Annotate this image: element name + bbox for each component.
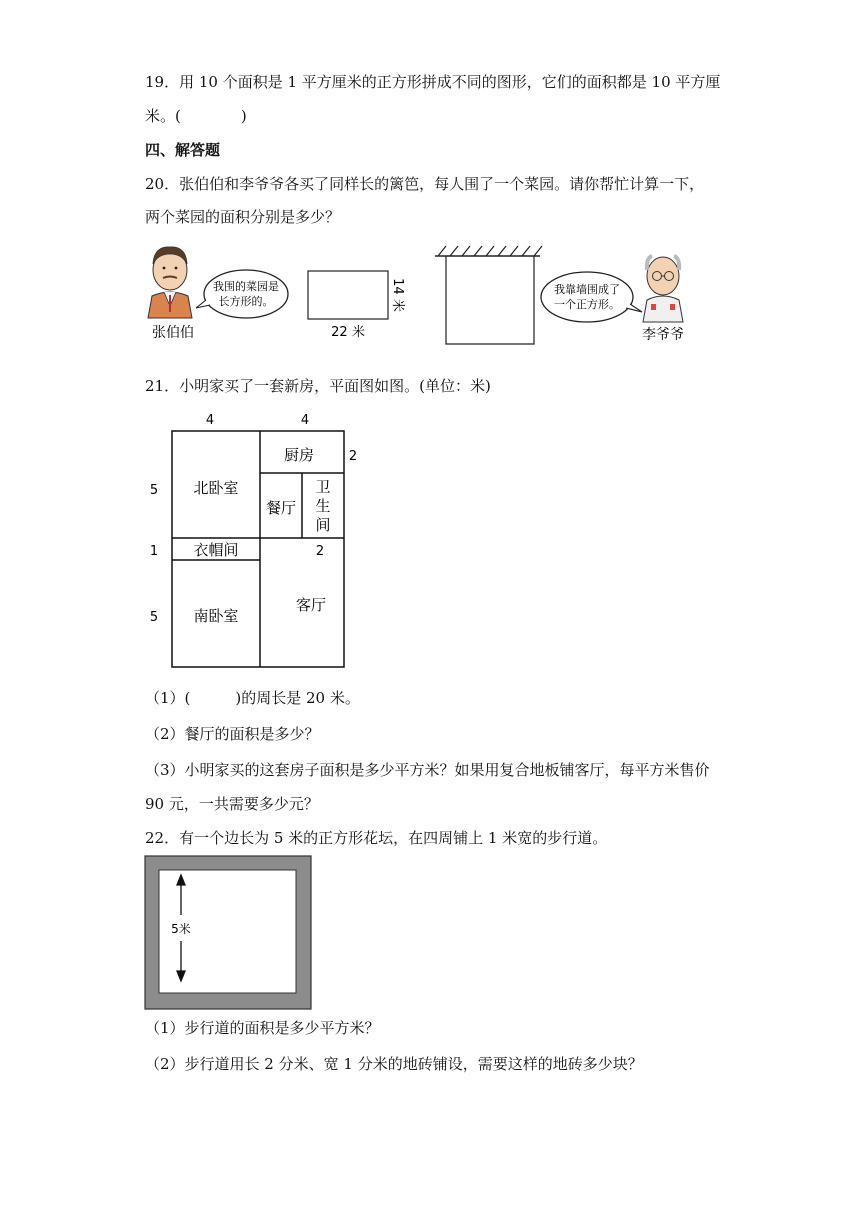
q20-line-2: 两个菜园的面积分别是多少？ <box>145 208 341 226</box>
dim-top-right: 4 <box>300 413 310 428</box>
q22-sub-2: （2）步行道用长 2 分米、宽 1 分米的地砖铺设，需要这样的地砖多少块？ <box>145 1055 643 1073</box>
q20-figure <box>140 240 710 352</box>
dim-left-south: 5 <box>149 610 159 625</box>
q22-sub-1: （1）步行道的面积是多少平方米？ <box>145 1019 380 1037</box>
dim-inner: 2 <box>315 544 325 559</box>
square-garden <box>446 256 534 344</box>
room-bathroom-char-1: 卫 <box>315 478 331 496</box>
q22-intro: 22．有一个边长为 5 米的正方形花坛，在四周铺上 1 米宽的步行道。 <box>145 829 608 847</box>
rectangle-width-label: 22 米 <box>331 325 365 340</box>
dim-top-left: 4 <box>205 413 215 428</box>
speech-right-line-2: 一个正方形。 <box>554 298 620 311</box>
rectangle-height-label: 14 米 <box>390 278 405 312</box>
section-heading: 四、解答题 <box>145 141 221 159</box>
room-bathroom-char-2: 生 <box>315 497 331 515</box>
q21-sub-3-line-1: （3）小明家买的这套房子面积是多少平方米？如果用复合地板铺客厅，每平方米售价 <box>145 761 710 779</box>
speech-left-line-1: 我围的菜园是 <box>213 280 279 293</box>
grandpa-li-illustration <box>643 256 683 322</box>
q19-line-1: 19．用 10 个面积是 1 平方厘米的正方形拼成不同的图形，它们的面积都是 10 平方厘 <box>145 73 721 91</box>
q21-sub-2: （2）餐厅的面积是多少？ <box>145 725 320 743</box>
uncle-zhang-illustration <box>148 247 192 318</box>
speech-bubble-right <box>541 272 633 322</box>
speech-left-line-2: 长方形的。 <box>218 295 274 308</box>
grandpa-li-name: 李爷爷 <box>642 327 684 343</box>
floor-plan <box>140 405 380 675</box>
q21-sub-3-line-2: 90 元，一共需要多少元？ <box>145 795 319 813</box>
q21-sub-1: （1）( )的周长是 20 米。 <box>145 689 360 707</box>
speech-right-line-1: 我靠墙围成了 <box>554 283 620 296</box>
flower-bed-figure <box>144 855 312 1011</box>
room-south-bedroom: 南卧室 <box>193 607 239 625</box>
room-living: 客厅 <box>295 596 327 614</box>
rectangle-garden <box>308 271 388 319</box>
room-dining: 餐厅 <box>265 499 297 517</box>
side-length-label: 5米 <box>171 922 191 936</box>
room-cloakroom: 衣帽间 <box>193 541 239 559</box>
wall <box>435 246 542 256</box>
room-kitchen: 厨房 <box>283 446 315 464</box>
q21-intro: 21．小明家买了一套新房，平面图如图。(单位：米) <box>145 377 491 395</box>
dim-left-cloak: 1 <box>149 544 159 559</box>
dim-right-kitchen: 2 <box>348 449 358 464</box>
dim-left-north: 5 <box>149 483 159 498</box>
room-north-bedroom: 北卧室 <box>193 479 239 497</box>
q20-line-1: 20．张伯伯和李爷爷各买了同样长的篱笆，每人围了一个菜园。请你帮忙计算一下， <box>145 175 705 193</box>
speech-bubble-left <box>204 270 288 318</box>
uncle-zhang-name: 张伯伯 <box>152 325 194 341</box>
q19-line-2: 米。( ) <box>145 107 247 125</box>
room-bathroom-char-3: 间 <box>315 516 331 534</box>
